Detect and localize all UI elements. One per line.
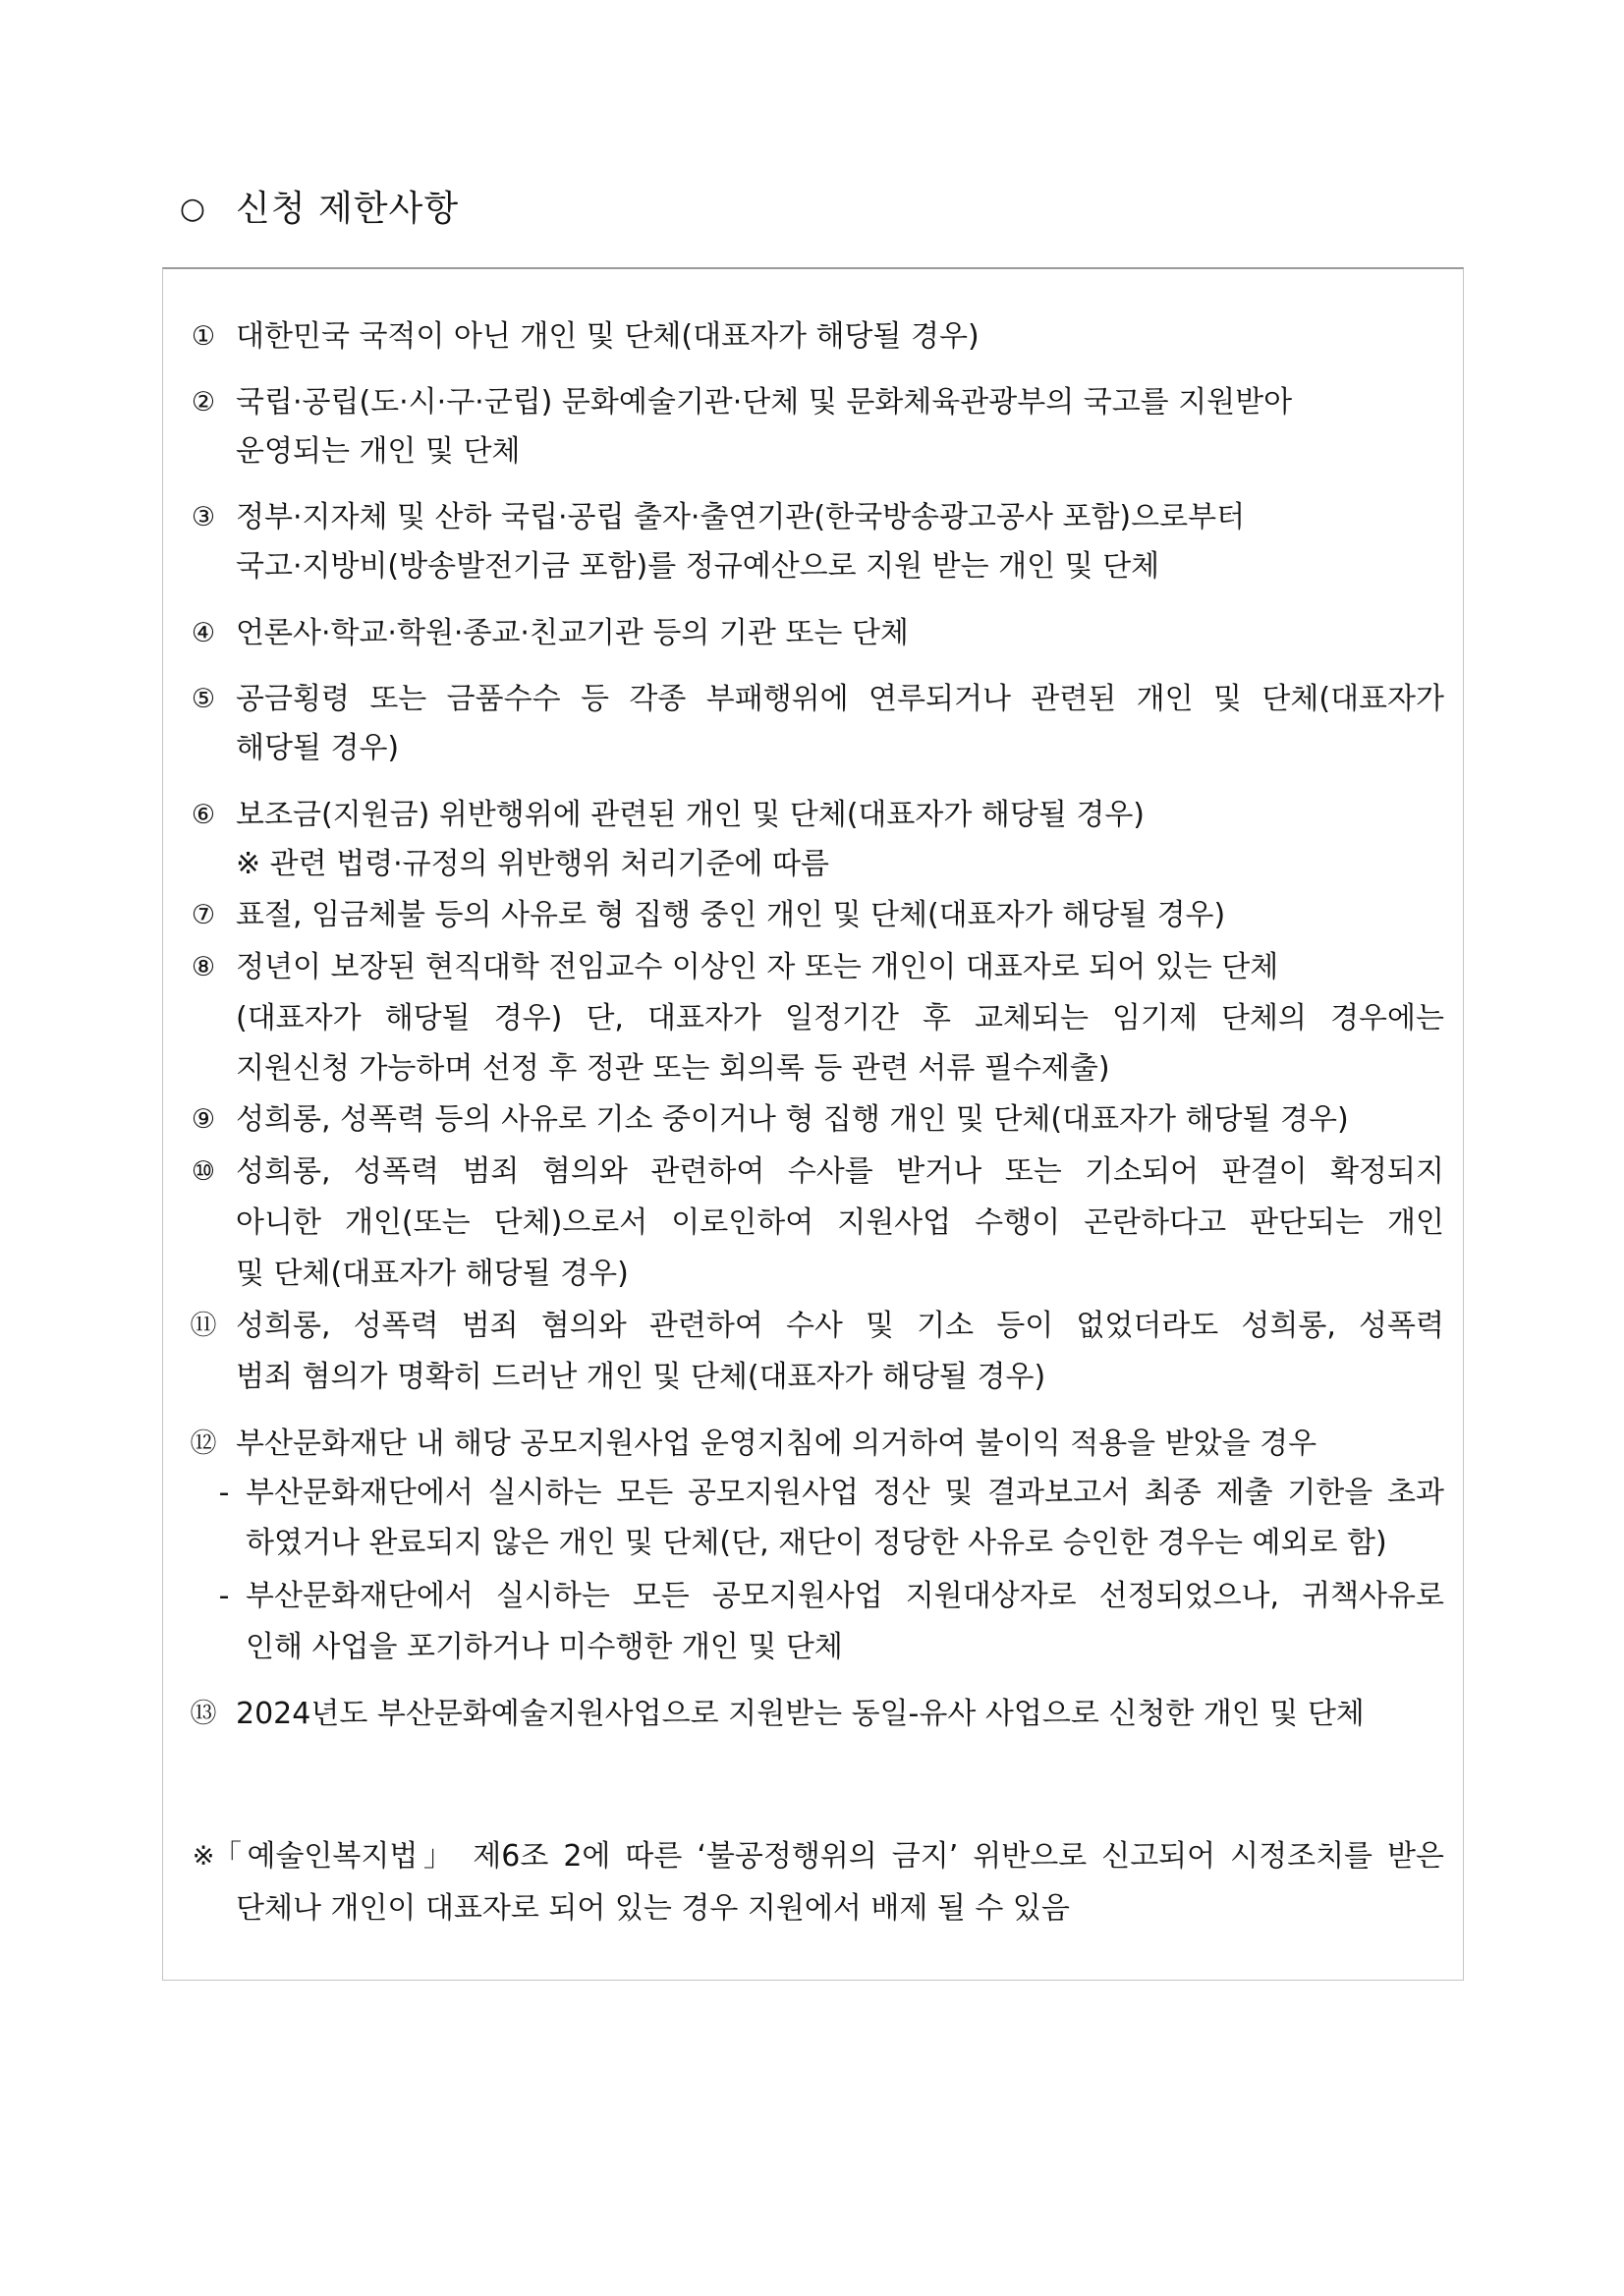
sub-item-line: 하였거나 완료되지 않은 개인 및 단체(단, 재단이 정당한 사유로 승인한 경우는 예외로 함)	[246, 1526, 1387, 1560]
item-note: ※ 관련 법령·규정의 위반행위 처리기준에 따름	[236, 847, 829, 881]
heading-circle-marker: ○	[179, 192, 206, 226]
item-line: 국고·지방비(방송발전기금 포함)를 정규예산으로 지원 받는 개인 및 단체	[236, 549, 1160, 584]
item-line: 성희롱, 성폭력 등의 사유로 기소 중이거나 형 집행 개인 및 단체(대표자가 해당될 경우)	[236, 1102, 1349, 1137]
item-line: 대한민국 국적이 아닌 개인 및 단체(대표자가 해당될 경우)	[236, 319, 980, 354]
item-number: ⑬	[190, 1699, 217, 1729]
item-number: ③	[191, 502, 216, 532]
item-line: 공금횡령 또는 금품수수 등 각종 부패행위에 연루되거나 관련된 개인 및 단체(대표자가	[236, 682, 1444, 716]
footnote-line: 단체나 개인이 대표자로 되어 있는 경우 지원에서 배제 될 수 있음	[236, 1891, 1070, 1926]
item-line: 성희롱, 성폭력 범죄 혐의와 관련하여 수사를 받거나 또는 기소되어 판결이 확정되지	[236, 1154, 1444, 1189]
item-line: 지원신청 가능하며 선정 후 정관 또는 회의록 등 관련 서류 필수제출)	[236, 1051, 1110, 1086]
item-number: ④	[191, 618, 216, 648]
item-number: ⑫	[190, 1428, 217, 1459]
item-line: 및 단체(대표자가 해당될 경우)	[236, 1257, 629, 1291]
footnote-mark: ※	[192, 1841, 215, 1872]
item-line: 범죄 혐의가 명확히 드러난 개인 및 단체(대표자가 해당될 경우)	[236, 1360, 1046, 1394]
item-line: 성희롱, 성폭력 범죄 혐의와 관련하여 수사 및 기소 등이 없었더라도 성희롱, 성폭력	[236, 1309, 1444, 1343]
item-line: 아니한 개인(또는 단체)으로서 이로인하여 지원사업 수행이 곤란하다고 판단되는 개인	[236, 1205, 1444, 1240]
item-line: 운영되는 개인 및 단체	[236, 434, 521, 469]
sub-item-line: 인해 사업을 포기하거나 미수행한 개인 및 단체	[246, 1630, 843, 1664]
item-number: ⑤	[191, 684, 216, 714]
sub-item-bullet: -	[218, 1476, 230, 1510]
item-number: ①	[191, 321, 216, 352]
item-line: (대표자가 해당될 경우) 단, 대표자가 일정기간 후 교체되는 임기제 단체의 경우에는	[236, 1001, 1444, 1036]
item-number: ⑪	[190, 1311, 217, 1341]
item-number: ⑦	[191, 900, 216, 930]
sub-item-line: 부산문화재단에서 실시하는 모든 공모지원사업 정산 및 결과보고서 최종 제출 기한을 초과	[246, 1476, 1444, 1510]
item-line: 해당될 경우)	[236, 731, 400, 765]
item-line: 정년이 보장된 현직대학 전임교수 이상인 자 또는 개인이 대표자로 되어 있는 단체	[236, 950, 1279, 984]
sub-item-bullet: -	[218, 1579, 230, 1613]
item-line: 보조금(지원금) 위반행위에 관련된 개인 및 단체(대표자가 해당될 경우)	[236, 798, 1146, 832]
item-number: ⑥	[191, 800, 216, 830]
sub-item-line: 부산문화재단에서 실시하는 모든 공모지원사업 지원대상자로 선정되었으나, 귀책사유로	[246, 1579, 1444, 1613]
item-line: 2024년도 부산문화예술지원사업으로 지원받는 동일-유사 사업으로 신청한 개인 및 단체	[236, 1697, 1365, 1731]
section-title: 신청 제한사항	[236, 189, 460, 229]
item-line: 표절, 임금체불 등의 사유로 형 집행 중인 개인 및 단체(대표자가 해당될 경우)	[236, 898, 1226, 932]
item-line: 언론사·학교·학원·종교·친교기관 등의 기관 또는 단체	[236, 616, 909, 650]
item-number: ⑩	[191, 1156, 216, 1187]
item-number: ⑨	[191, 1104, 216, 1135]
item-line: 정부·지자체 및 산하 국립·공립 출자·출연기관(한국방송광고공사 포함)으로부터	[236, 500, 1246, 534]
item-line: 부산문화재단 내 해당 공모지원사업 운영지침에 의거하여 불이익 적용을 받았을 경우	[236, 1427, 1317, 1461]
item-line: 국립·공립(도·시·구·군립) 문화예술기관·단체 및 문화체육관광부의 국고를 지원받아	[236, 385, 1293, 420]
item-number: ②	[191, 387, 216, 418]
footnote-line: 「예술인복지법」 제6조 2에 따른 ‘불공정행위의 금지’ 위반으로 신고되어 시정조치를 받은	[212, 1839, 1444, 1874]
item-number: ⑧	[191, 952, 216, 982]
